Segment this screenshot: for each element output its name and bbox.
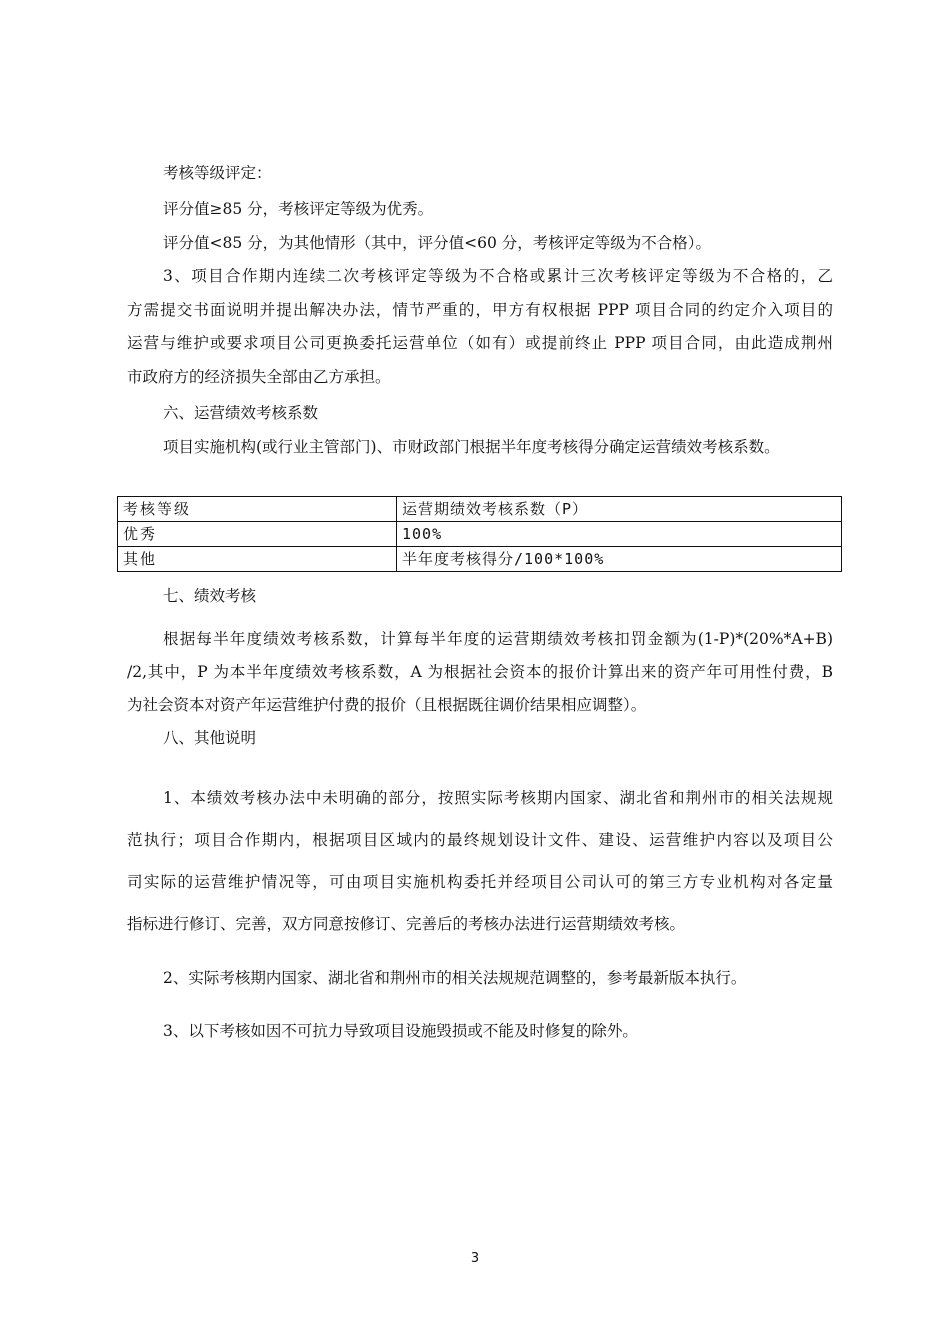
section7-line2: /2,其中，P 为本半年度绩效考核系数，A 为根据社会资本的报价计算出来的资产年可用性付费，B [127,663,833,681]
clause3-line2: 方需提交书面说明并提出解决办法，情节严重的，甲方有权根据 PPP 项目合同的约定介入项目的 [127,301,833,319]
section8-item2: 2、实际考核期内国家、湖北省和荆州市的相关法规规范调整的，参考最新版本执行。 [163,969,747,987]
performance-coefficient-table [117,496,842,572]
table-cell: 100% [397,522,842,547]
section6-heading: 六、运营绩效考核系数 [163,404,319,422]
section7-heading: 七、绩效考核 [163,587,257,605]
grading-other: 评分值<85 分，为其他情形（其中，评分值<60 分，考核评定等级为不合格）。 [163,234,712,252]
clause3-line1: 3、项目合作期内连续二次考核评定等级为不合格或累计三次考核评定等级为不合格的，乙 [163,267,833,285]
table-cell: 优秀 [118,522,397,547]
table-header-coefficient: 运营期绩效考核系数（P） [397,497,842,522]
grading-title: 考核等级评定： [163,164,272,182]
table-cell: 半年度考核得分/100*100% [397,547,842,572]
section8-item3: 3、以下考核如因不可抗力导致项目设施毁损或不能及时修复的除外。 [163,1022,638,1040]
section7-line3: 为社会资本对资产年运营维护付费的报价（且根据既往调价结果相应调整）。 [127,696,647,714]
section8-heading: 八、其他说明 [163,729,257,747]
section8-item1-line3: 司实际的运营维护情况等，可由项目实施机构委托并经项目公司认可的第三方专业机构对各定量 [127,873,833,891]
section7-line1: 根据每半年度绩效考核系数，计算每半年度的运营期绩效考核扣罚金额为(1-P)*(20%*A+B) [163,630,833,648]
section8-item1-line4: 指标进行修订、完善，双方同意按修订、完善后的考核办法进行运营期绩效考核。 [127,915,686,933]
table-header-grade: 考核等级 [118,497,397,522]
clause3-line4: 市政府方的经济损失全部由乙方承担。 [127,368,391,386]
table-cell: 其他 [118,547,397,572]
section8-item1-line2: 范执行；项目合作期内，根据项目区域内的最终规划设计文件、建设、运营维护内容以及项目公 [127,831,833,849]
clause3-line3: 运营与维护或要求项目公司更换委托运营单位（如有）或提前终止 PPP 项目合同，由此造成荆州 [127,334,833,352]
table-row [118,547,842,572]
page-number: 3 [470,1251,480,1266]
grading-excellent: 评分值≥85 分，考核评定等级为优秀。 [163,200,434,218]
table-row [118,522,842,547]
section8-item1-line1: 1、本绩效考核办法中未明确的部分，按照实际考核期内国家、湖北省和荆州市的相关法规规 [163,789,833,807]
section6-text: 项目实施机构(或行业主管部门)、市财政部门根据半年度考核得分确定运营绩效考核系数。 [163,438,780,456]
table-header-row [118,497,842,522]
